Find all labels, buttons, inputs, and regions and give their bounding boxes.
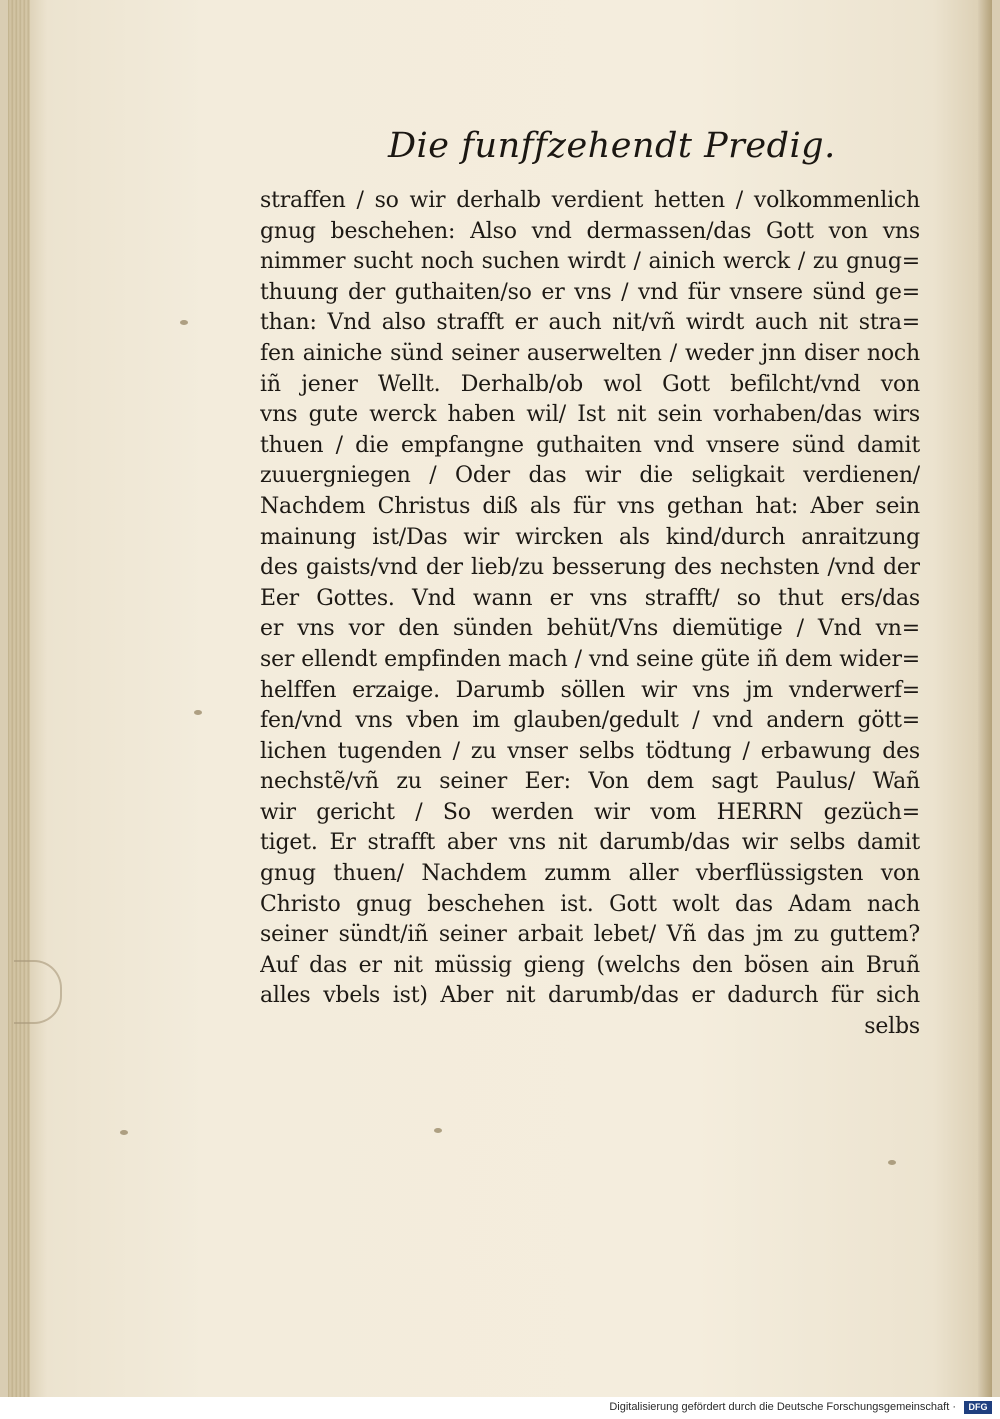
text-line: than: Vnd also strafft er auch nit/vñ wirdt auch nit stra= xyxy=(260,310,920,336)
text-line: des gaists/vnd der lieb/zu besserung des nechsten /vnd der xyxy=(260,555,920,581)
text-line: seiner sündt/iñ seiner arbait lebet/ Vñ das jm zu guttem? xyxy=(260,922,920,948)
text-line: gnug thuen/ Nachdem zumm aller vberflüssigsten von xyxy=(260,861,920,887)
text-line: fen/vnd vns vben im glauben/gedult / vnd andern gött= xyxy=(260,708,920,734)
text-line: zuuergniegen / Oder das wir die seligkait verdienen/ xyxy=(260,463,920,489)
text-line: helffen erzaige. Darumb söllen wir vns jm vnderwerf= xyxy=(260,677,920,703)
body-text xyxy=(260,186,920,1043)
footer-bar xyxy=(0,1397,1000,1419)
paper-speck xyxy=(434,1128,442,1133)
text-line: Nachdem Christus diß als für vns gethan hat: Aber sein xyxy=(260,493,920,519)
text-line: Christo gnug beschehen ist. Gott wolt das Adam nach xyxy=(260,891,920,917)
page-outer-edge xyxy=(978,0,992,1397)
text-line: Eer Gottes. Vnd wann er vns strafft/ so thut ers/das xyxy=(260,585,920,611)
catchword: selbs xyxy=(864,1014,920,1040)
text-line: er vns vor den sünden behüt/Vns diemütige / Vnd vn= xyxy=(260,616,920,642)
text-line: lichen tugenden / zu vnser selbs tödtung / erbawung des xyxy=(260,738,920,764)
text-line: thuen / die empfangne guthaiten vnd vnsere sünd damit xyxy=(260,432,920,458)
page-binding-edge xyxy=(8,0,30,1397)
text-line: vns gute werck haben wil/ Ist nit sein vorhaben/das wirs xyxy=(260,402,920,428)
text-line: fen ainiche sünd seiner auserwelten / weder jnn diser noch xyxy=(260,340,920,366)
dfg-logo: DFG xyxy=(964,1401,992,1414)
text-line: gnug beschehen: Also vnd dermassen/das Gott von vns xyxy=(260,218,920,244)
text-line: thuung der guthaiten/so er vns / vnd für vnsere sünd ge= xyxy=(260,279,920,305)
text-line: iñ jener Wellt. Derhalb/ob wol Gott befilcht/vnd von xyxy=(260,371,920,397)
paper-speck xyxy=(180,320,188,325)
book-page xyxy=(8,0,992,1397)
paper-speck xyxy=(120,1130,128,1135)
page-tab-mark xyxy=(14,960,62,1024)
text-line: nimmer sucht noch suchen wirdt / ainich werck / zu gnug= xyxy=(260,249,920,275)
text-line: wir gericht / So werden wir vom HERRN gezüch= xyxy=(260,799,920,825)
text-line: mainung ist/Das wir wircken als kind/durch anraitzung xyxy=(260,524,920,550)
text-line: alles vbels ist) Aber nit darumb/das er dadurch für sich xyxy=(260,983,920,1009)
text-line: straffen / so wir derhalb verdient hetten / volkommenlich xyxy=(260,188,920,213)
text-line: tiget. Er strafft aber vns nit darumb/das wir selbs damit xyxy=(260,830,920,856)
funding-credit: Digitalisierung gefördert durch die Deutsche Forschungsgemeinschaft · xyxy=(609,1401,956,1413)
paper-speck xyxy=(888,1160,896,1165)
page-heading: Die funffzehendt Predig. xyxy=(388,126,836,166)
text-line: nechstẽ/vñ zu seiner Eer: Von dem sagt Paulus/ Wañ xyxy=(260,769,920,795)
paper-speck xyxy=(194,710,202,715)
text-line: Auf das er nit müssig gieng (welchs den bösen ain Bruñ xyxy=(260,952,920,978)
text-line: ser ellendt empfinden mach / vnd seine güte iñ dem wider= xyxy=(260,646,920,672)
